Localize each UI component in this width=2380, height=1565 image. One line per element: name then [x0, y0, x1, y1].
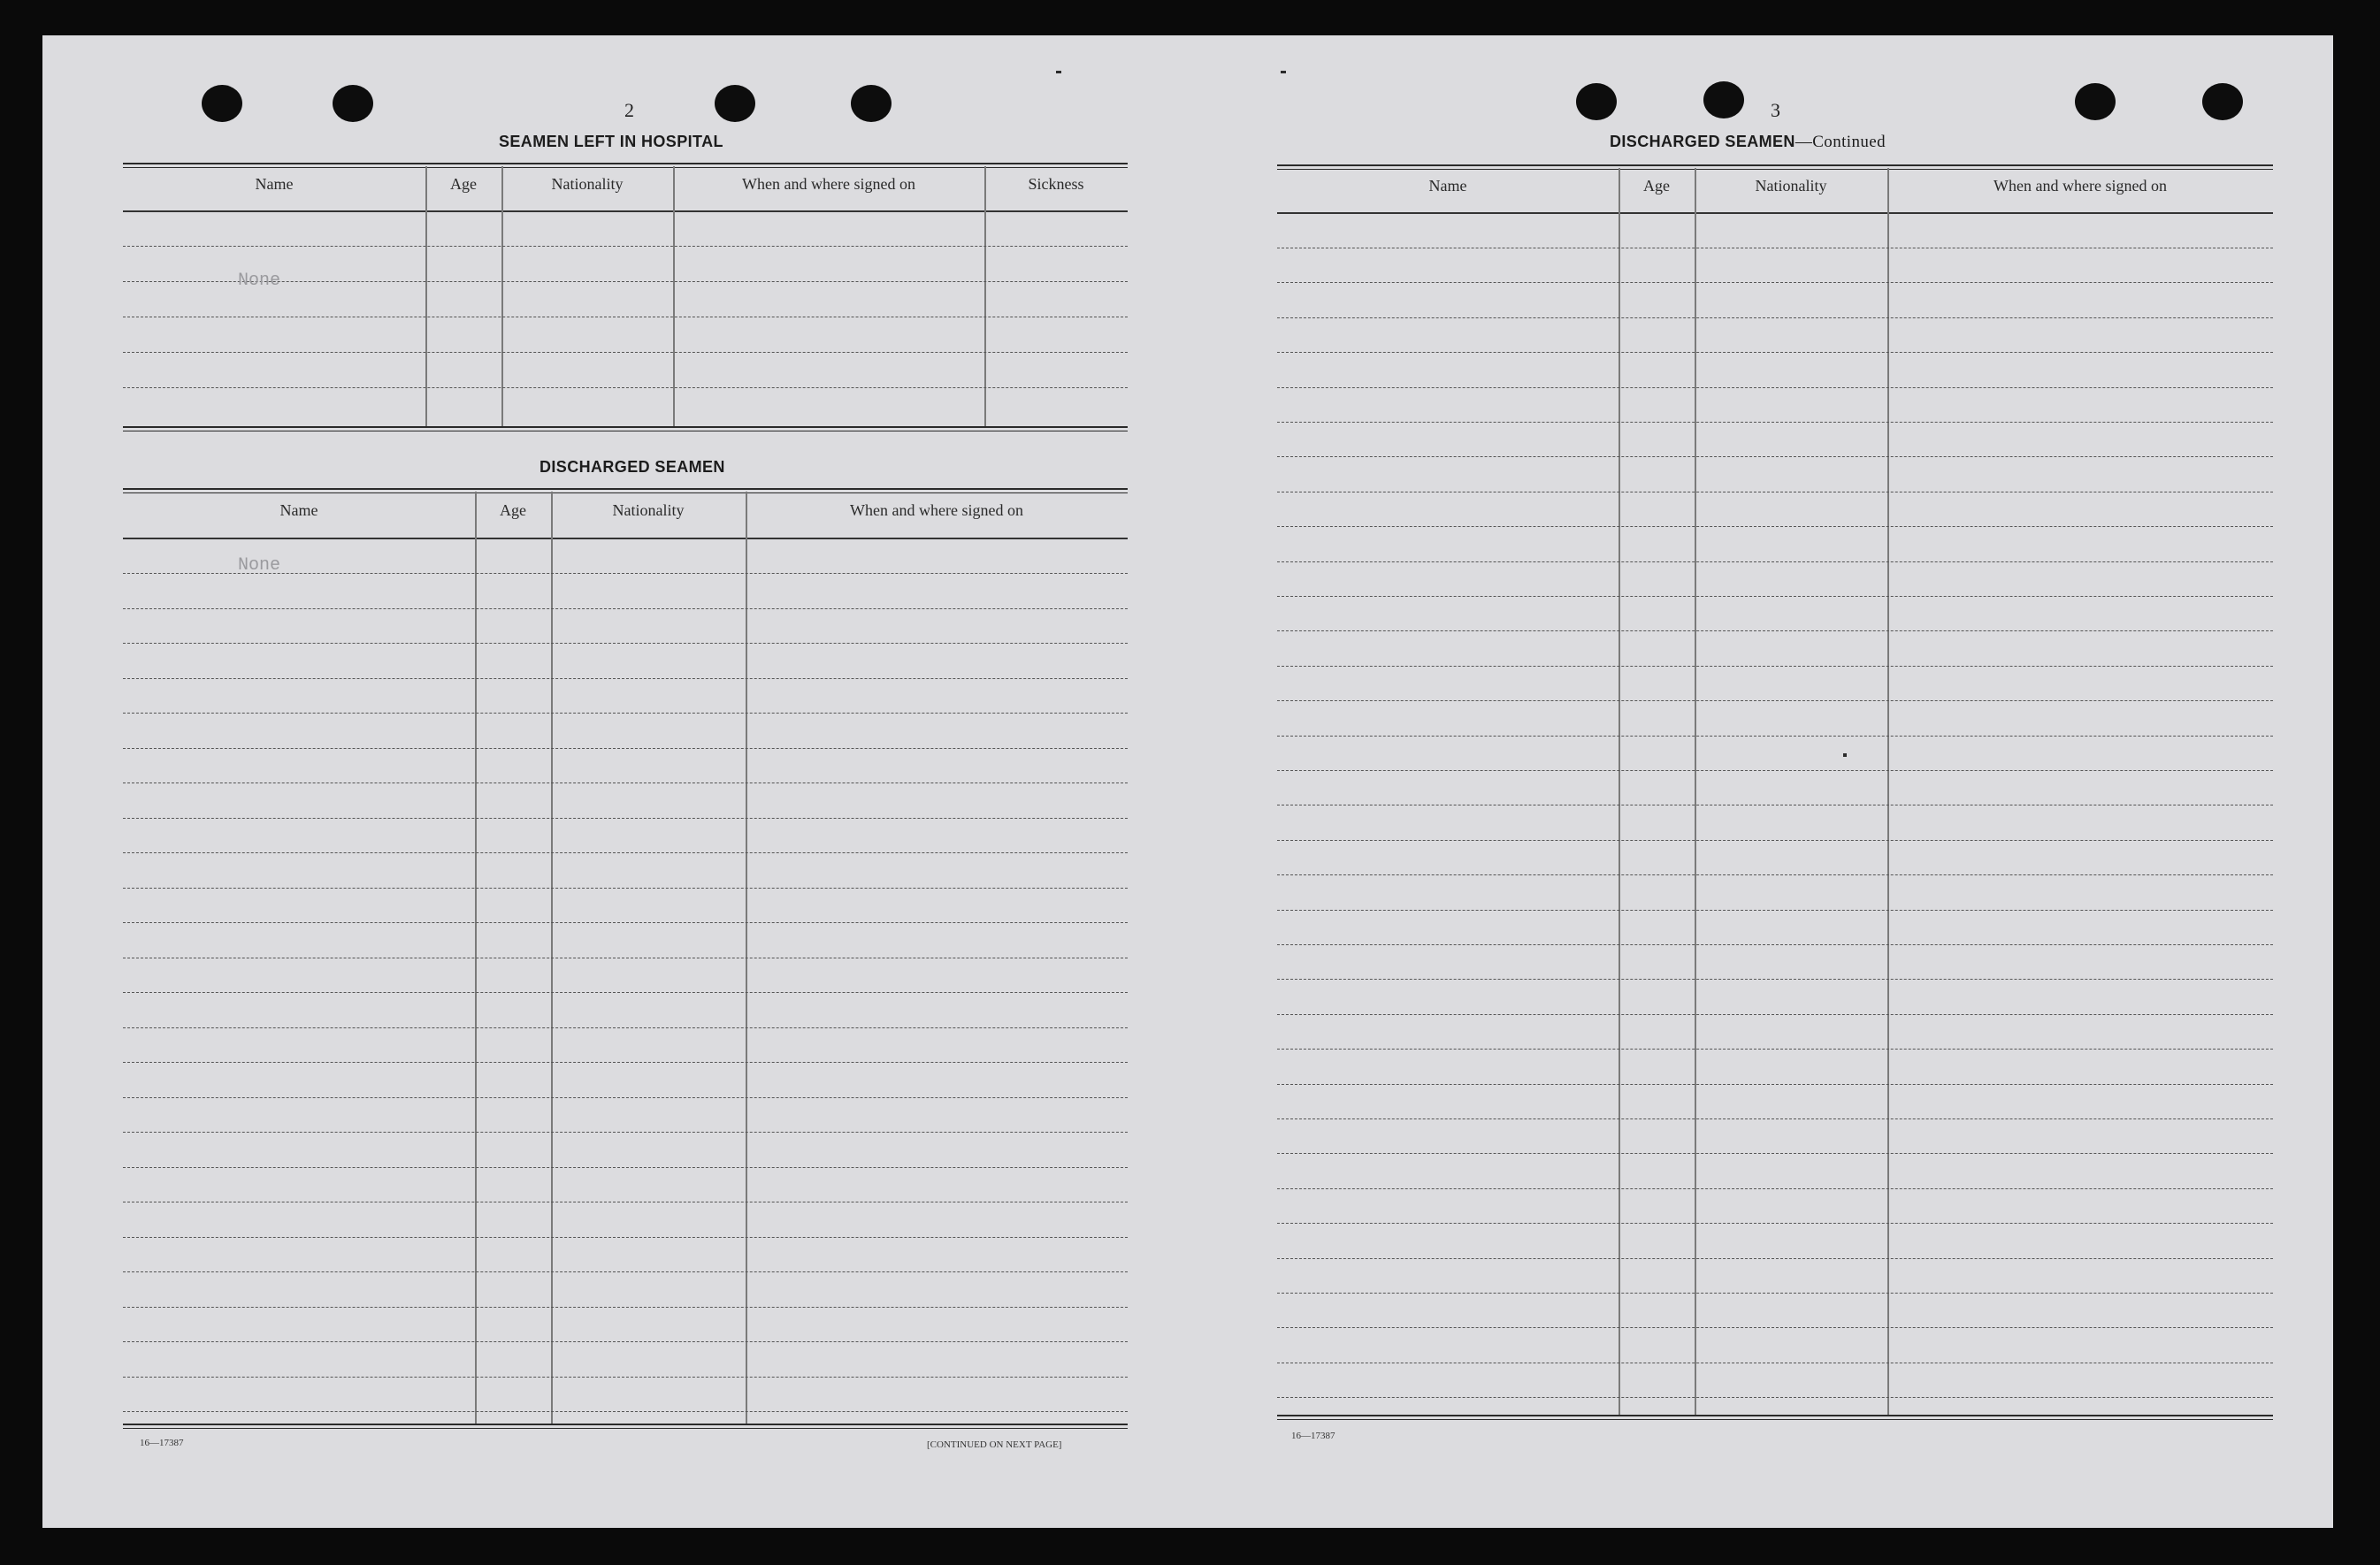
ruled-line [123, 608, 1128, 609]
column-header-age: Age [500, 501, 526, 519]
punch-hole-7 [2075, 83, 2116, 120]
punch-hole-6 [1703, 81, 1744, 118]
section-title-discharged: DISCHARGED SEAMEN [540, 458, 725, 476]
ruled-line [1277, 456, 2273, 457]
punch-hole-5 [1576, 83, 1617, 120]
column-header-name: Name [255, 175, 294, 193]
ruled-line [1277, 526, 2273, 527]
ruled-line [123, 1132, 1128, 1133]
document-sheet [42, 35, 2333, 1528]
ruled-line [123, 1377, 1128, 1378]
hospital-entry: None [238, 271, 281, 291]
column-header-nationality: Nationality [551, 175, 624, 193]
page-number: 2 [624, 99, 634, 121]
discharged-entry: None [238, 555, 281, 576]
ruled-line [1277, 630, 2273, 631]
punch-hole-4 [851, 85, 892, 122]
column-header-age: Age [1643, 177, 1670, 195]
discharged-table [123, 488, 1128, 1461]
ruled-line [1277, 1258, 2273, 1259]
column-header-nationality: Nationality [1755, 177, 1827, 195]
ruled-line [123, 922, 1128, 923]
ruled-line [123, 1062, 1128, 1063]
section-title-hospital: SEAMEN LEFT IN HOSPITAL [499, 133, 723, 150]
ruled-line [1277, 874, 2273, 875]
ruled-line [1277, 422, 2273, 423]
ruled-line [1277, 282, 2273, 283]
ruled-line [123, 1027, 1128, 1028]
ruled-line [123, 643, 1128, 644]
ruled-line [1277, 596, 2273, 597]
column-header-nationality: Nationality [612, 501, 685, 519]
ruled-line [1277, 561, 2273, 562]
form-number: 16—17387 [1291, 1431, 1335, 1441]
column-header-name: Name [1428, 177, 1467, 195]
ruled-line [123, 782, 1128, 783]
ruled-line [1277, 1084, 2273, 1085]
ruled-line [1277, 736, 2273, 737]
ruled-line [1277, 840, 2273, 841]
ruled-line [123, 818, 1128, 819]
ruled-line [1277, 1014, 2273, 1015]
hospital-table [123, 163, 1128, 446]
ruled-line [1277, 387, 2273, 388]
section-title-discharged-continued [1610, 133, 1886, 152]
ruled-line [123, 1271, 1128, 1272]
column-header-name: Name [279, 501, 318, 519]
ruled-line [1277, 352, 2273, 353]
ruled-line [1277, 1153, 2273, 1154]
continued-note: [CONTINUED ON NEXT PAGE] [927, 1439, 1062, 1450]
section-title-continued: —Continued [1795, 133, 1886, 151]
ruled-line [1277, 1049, 2273, 1050]
punch-hole-2 [333, 85, 373, 122]
ruled-line [1277, 1293, 2273, 1294]
ruled-line [123, 1097, 1128, 1098]
ruled-line [1277, 979, 2273, 980]
ink-speck [1281, 71, 1286, 73]
ruled-line [123, 1341, 1128, 1342]
column-header-signed-on: When and where signed on [850, 501, 1023, 519]
ruled-line [123, 1411, 1128, 1412]
punch-hole-1 [202, 85, 242, 122]
ruled-line [1277, 770, 2273, 771]
ruled-line [1277, 1223, 2273, 1224]
discharged-continued-table [1277, 164, 2273, 1464]
ruled-line [123, 1307, 1128, 1308]
ruled-line [123, 713, 1128, 714]
column-header-age: Age [450, 175, 477, 193]
ruled-line [123, 1167, 1128, 1168]
form-number: 16—17387 [140, 1438, 184, 1448]
ruled-line [123, 852, 1128, 853]
ruled-line [1277, 700, 2273, 701]
ruled-line [1277, 910, 2273, 911]
ruled-line [123, 992, 1128, 993]
punch-hole-8 [2202, 83, 2243, 120]
ruled-line [1277, 1118, 2273, 1119]
ruled-line [1277, 666, 2273, 667]
ruled-line [1277, 1327, 2273, 1328]
ink-speck [1056, 71, 1061, 73]
section-title-text: DISCHARGED SEAMEN [1610, 133, 1795, 150]
page-number: 3 [1771, 99, 1780, 121]
column-header-signed-on: When and where signed on [1994, 177, 2167, 195]
ruled-line [1277, 1397, 2273, 1398]
ruled-line [123, 888, 1128, 889]
ruled-line [1277, 317, 2273, 318]
ruled-line [123, 1237, 1128, 1238]
ruled-line [123, 678, 1128, 679]
punch-hole-3 [715, 85, 755, 122]
ruled-line [1277, 944, 2273, 945]
column-header-signed-on: When and where signed on [742, 175, 915, 193]
ruled-line [1277, 1188, 2273, 1189]
column-header-sickness: Sickness [1028, 175, 1084, 193]
ruled-line [123, 748, 1128, 749]
